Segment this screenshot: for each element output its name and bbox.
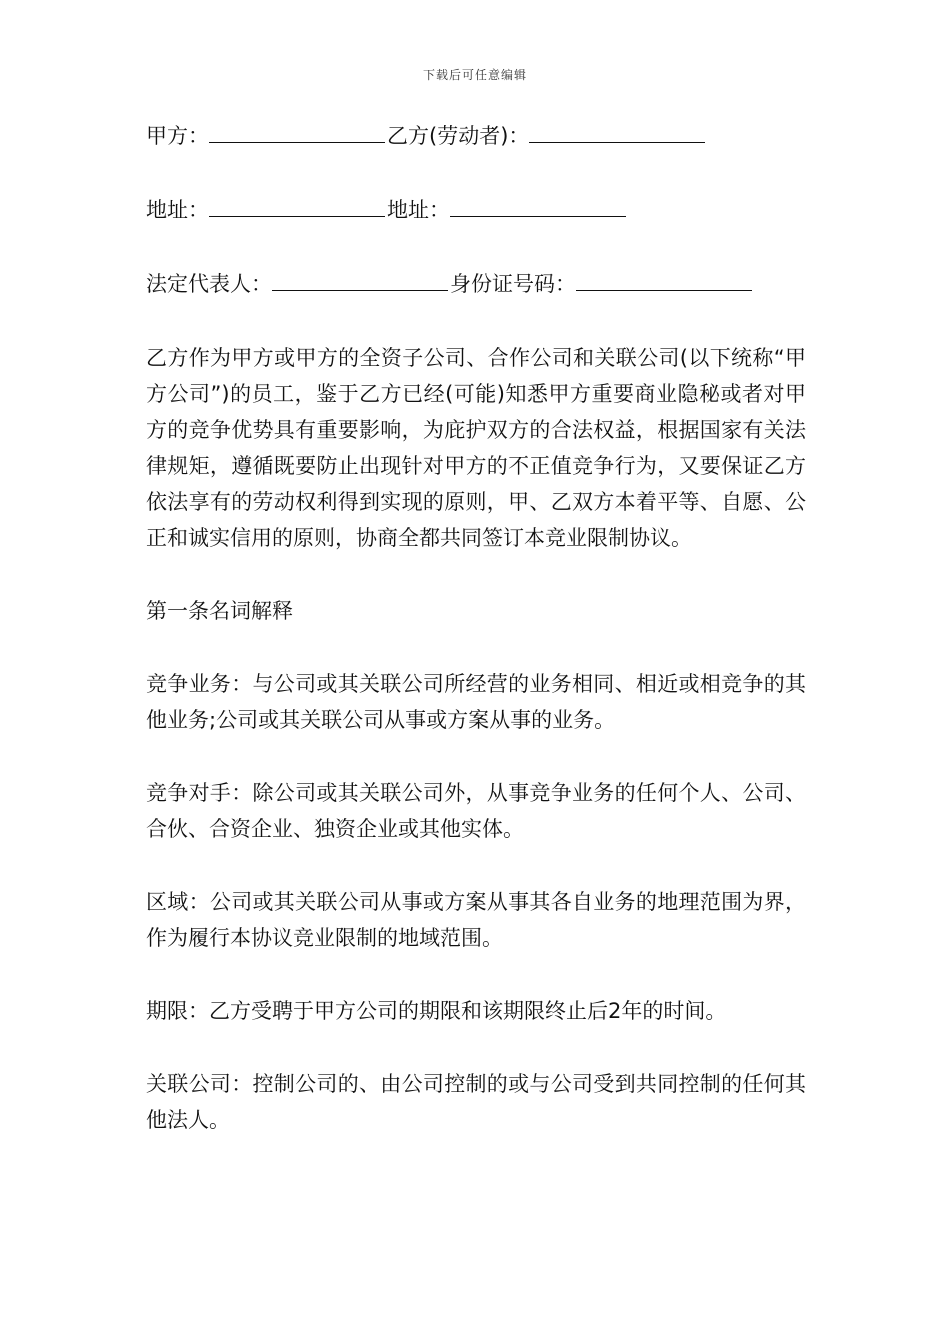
id-number-label: 身份证号码： bbox=[450, 272, 576, 296]
article-1-title: 第一条名词解释 bbox=[146, 599, 293, 623]
definition-term: 期限：乙方受聘于甲方公司的期限和该期限终止后2年的时间。 bbox=[146, 999, 727, 1023]
definition-affiliate: 关联公司：控制公司的、由公司控制的或与公司受到共同控制的任何其他法人。 bbox=[146, 1072, 806, 1132]
definition-region: 区域：公司或其关联公司从事或方案从事其各自业务的地理范围为界，作为履行本协议竞业限制的地域范围。 bbox=[146, 890, 806, 950]
intro-paragraph: 乙方作为甲方或甲方的全资子公司、合作公司和关联公司(以下统称“甲方公司”)的员工，鉴于乙方已经(可能)知悉甲方重要商业隐秘或者对甲方的竞争优势具有重要影响，为庇护双方的合法权益，根据国家有关法律规矩，遵循既要防止出现针对甲方的不正值竞争行为，又要保证乙方依法享有的劳动权利得到实现的原则，甲、乙双方本着平等、自愿、公正和诚实信用的原则，协商全都共同签订本竞业限制协议。 bbox=[146, 346, 806, 550]
document-body bbox=[146, 118, 806, 1175]
party-b-blank[interactable] bbox=[529, 124, 705, 143]
address-line bbox=[146, 192, 806, 228]
party-line bbox=[146, 118, 806, 154]
definition-competitor: 竞争对手：除公司或其关联公司外，从事竞争业务的任何个人、公司、合伙、合资企业、独资企业或其他实体。 bbox=[146, 781, 806, 841]
address-b-blank[interactable] bbox=[450, 198, 626, 217]
definition-competing-business: 竞争业务：与公司或其关联公司所经营的业务相同、相近或相竞争的其他业务;公司或其关联公司从事或方案从事的业务。 bbox=[146, 672, 806, 732]
legal-rep-label: 法定代表人： bbox=[146, 272, 272, 296]
header-note: 下载后可任意编辑 bbox=[422, 68, 527, 82]
legal-rep-blank[interactable] bbox=[272, 272, 448, 291]
address-b-label: 地址： bbox=[387, 198, 450, 222]
address-a-label: 地址： bbox=[146, 198, 209, 222]
representative-line bbox=[146, 266, 806, 302]
party-a-blank[interactable] bbox=[209, 124, 385, 143]
party-b-label: 乙方(劳动者)： bbox=[387, 124, 530, 148]
address-a-blank[interactable] bbox=[209, 198, 385, 217]
id-number-blank[interactable] bbox=[576, 272, 752, 291]
party-a-label: 甲方： bbox=[146, 124, 209, 148]
